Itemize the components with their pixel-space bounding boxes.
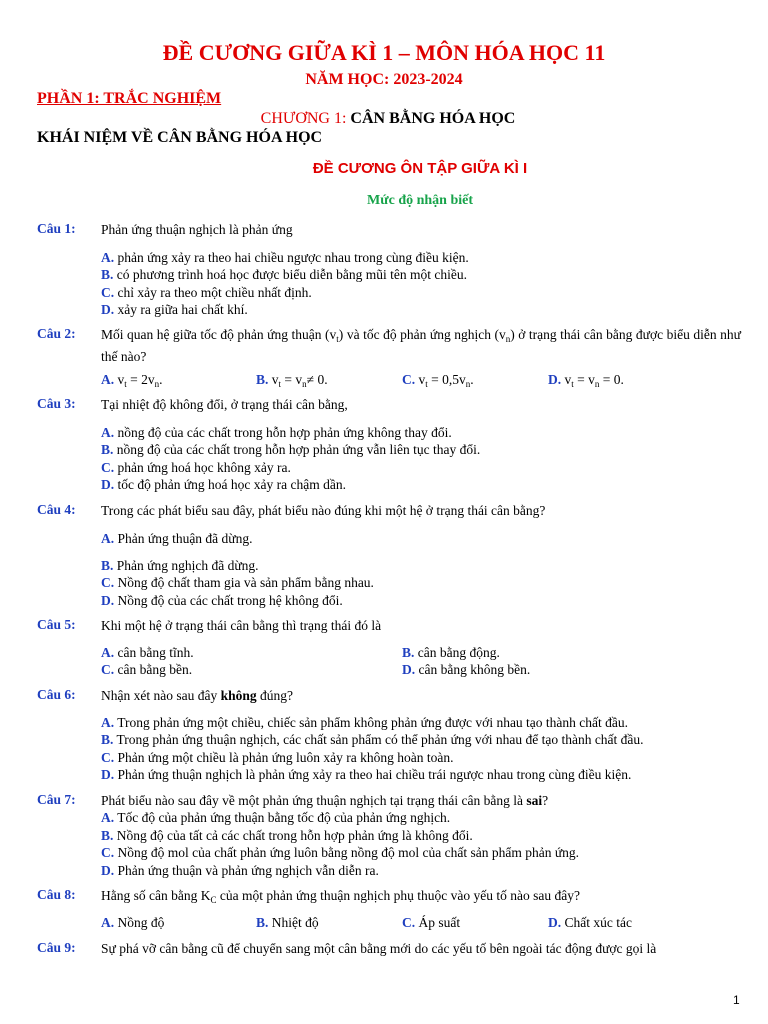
question-number: Câu 6:	[37, 687, 76, 702]
question-number: Câu 1:	[37, 221, 76, 236]
option-c: C. $v_t = 0,5v_n$.	[402, 372, 474, 389]
concept-heading: KHÁI NIỆM VỀ CÂN BẰNG HÓA HỌC	[37, 129, 323, 146]
part-heading: PHẦN 1: TRẮC NGHIỆM	[37, 90, 222, 107]
option-b: B. Nồng độ của tất cả các chất trong hỗn hợp phản ứng là không đổi.	[101, 828, 473, 843]
option-c: C. Phản ứng một chiều là phản ứng luôn xảy ra không hoàn toàn.	[101, 750, 454, 765]
option-d: D. cân bằng không bền.	[402, 662, 531, 677]
question-text: Phát biểu nào sau đây về một phản ứng thuận nghịch tại trạng thái cân bằng là sai?	[101, 793, 549, 808]
option-d: D. Phản ứng thuận nghịch là phản ứng xảy ra theo hai chiều trái ngược nhau trong cùng điều kiện.	[101, 767, 632, 782]
option-a: A. $v_t = 2v_n$.	[101, 372, 163, 389]
option-a: A. Tốc độ của phản ứng thuận bằng tốc độ của phản ứng nghịch.	[101, 810, 451, 825]
option-c: C. cân bằng bền.	[101, 662, 193, 677]
question-number: Câu 8:	[37, 887, 76, 902]
option-d: D. $v_t = v_n = 0$.	[548, 372, 624, 389]
option-c: C. chỉ xảy ra theo một chiều nhất định.	[101, 285, 312, 300]
question-number: Câu 4:	[37, 502, 76, 517]
review-title: ĐỀ CƯƠNG ÔN TẬP GIỮA KÌ I	[312, 160, 528, 177]
option-b: B. nồng độ của các chất trong hỗn hợp phản ứng vẫn liên tục thay đổi.	[101, 442, 481, 457]
option-d: D. Nồng độ của các chất trong hệ không đổi.	[101, 593, 343, 608]
question-number: Câu 2:	[37, 326, 76, 341]
chapter-name: CÂN BẰNG HÓA HỌC	[350, 110, 516, 127]
question-text: Mối quan hệ giữa tốc độ phản ứng thuận $(v_t)$ và tốc độ phản ứng nghịch $(v_n)$ ở trạng thái cân bằng được biểu diễn như thế nào?	[101, 327, 741, 364]
option-b: B. Nhiệt độ	[256, 915, 319, 930]
question-number: Câu 3:	[37, 396, 76, 411]
option-d: D. xảy ra giữa hai chất khí.	[101, 302, 248, 317]
question-number: Câu 7:	[37, 792, 76, 807]
option-b: B. Phản ứng nghịch đã dừng.	[101, 558, 259, 573]
option-b: B. Trong phản ứng thuận nghịch, các chất sản phẩm có thể phản ứng với nhau để tạo thành chất đầu.	[101, 732, 644, 747]
option-a: A. nồng độ của các chất trong hỗn hợp phản ứng không thay đổi.	[101, 425, 452, 440]
question-text: Hằng số cân bằng $K_C$ của một phản ứng thuận nghịch phụ thuộc vào yếu tố nào sau đây?	[101, 888, 580, 905]
option-d: D. Chất xúc tác	[548, 915, 632, 930]
page-number: 1	[733, 993, 740, 1007]
option-d: D. tốc độ phản ứng hoá học xảy ra chậm dần.	[101, 477, 346, 492]
option-a: A. cân bằng tĩnh.	[101, 645, 194, 660]
document-title: ĐỀ CƯƠNG GIỮA KÌ 1 – MÔN HÓA HỌC 11	[162, 40, 606, 65]
option-c: C. Áp suất	[402, 915, 461, 930]
difficulty-level: Mức độ nhận biết	[366, 193, 474, 208]
option-c: C. phản ứng hoá học không xảy ra.	[101, 460, 291, 475]
option-a: A. Trong phản ứng một chiều, chiếc sản phẩm không phản ứng được với nhau tạo thành chất đầu.	[101, 715, 629, 730]
chapter-label: CHƯƠNG 1:	[260, 110, 347, 127]
question-number: Câu 9:	[37, 940, 76, 955]
option-b: B. cân bằng động.	[402, 645, 500, 660]
option-b: B. $v_t = v_n\ne 0$.	[256, 372, 328, 389]
question-text: Tại nhiệt độ không đổi, ở trạng thái cân bằng,	[101, 397, 348, 412]
option-d: D. Phản ứng thuận và phản ứng nghịch vẫn diễn ra.	[101, 863, 379, 878]
question-text: Trong các phát biểu sau đây, phát biểu nào đúng khi một hệ ở trạng thái cân bằng?	[101, 503, 546, 518]
question-text: Khi một hệ ở trạng thái cân bằng thì trạng thái đó là	[101, 618, 382, 633]
question-text: Nhận xét nào sau đây không đúng?	[101, 688, 293, 703]
question-text: Sự phá vỡ cân bằng cũ để chuyển sang một cân bằng mới do các yếu tố bên ngoài tác động được gọi là	[101, 941, 657, 956]
option-c: C. Nồng độ mol của chất phản ứng luôn bằng nồng độ mol của chất sản phẩm phản ứng.	[101, 845, 580, 860]
option-c: C. Nồng độ chất tham gia và sản phẩm bằng nhau.	[101, 575, 374, 590]
question-number: Câu 5:	[37, 617, 76, 632]
chapter-heading	[0, 110, 768, 128]
option-a: A. Nồng độ	[101, 915, 165, 930]
option-b: B. có phương trình hoá học được biểu diễn bằng mũi tên một chiều.	[101, 267, 467, 282]
option-a: A. phản ứng xảy ra theo hai chiều ngược nhau trong cùng điều kiện.	[101, 250, 469, 265]
question-text: Phản ứng thuận nghịch là phản ứng	[101, 222, 293, 237]
school-year: NĂM HỌC: 2023-2024	[305, 71, 463, 88]
option-a: A. Phản ứng thuận đã dừng.	[101, 531, 253, 546]
